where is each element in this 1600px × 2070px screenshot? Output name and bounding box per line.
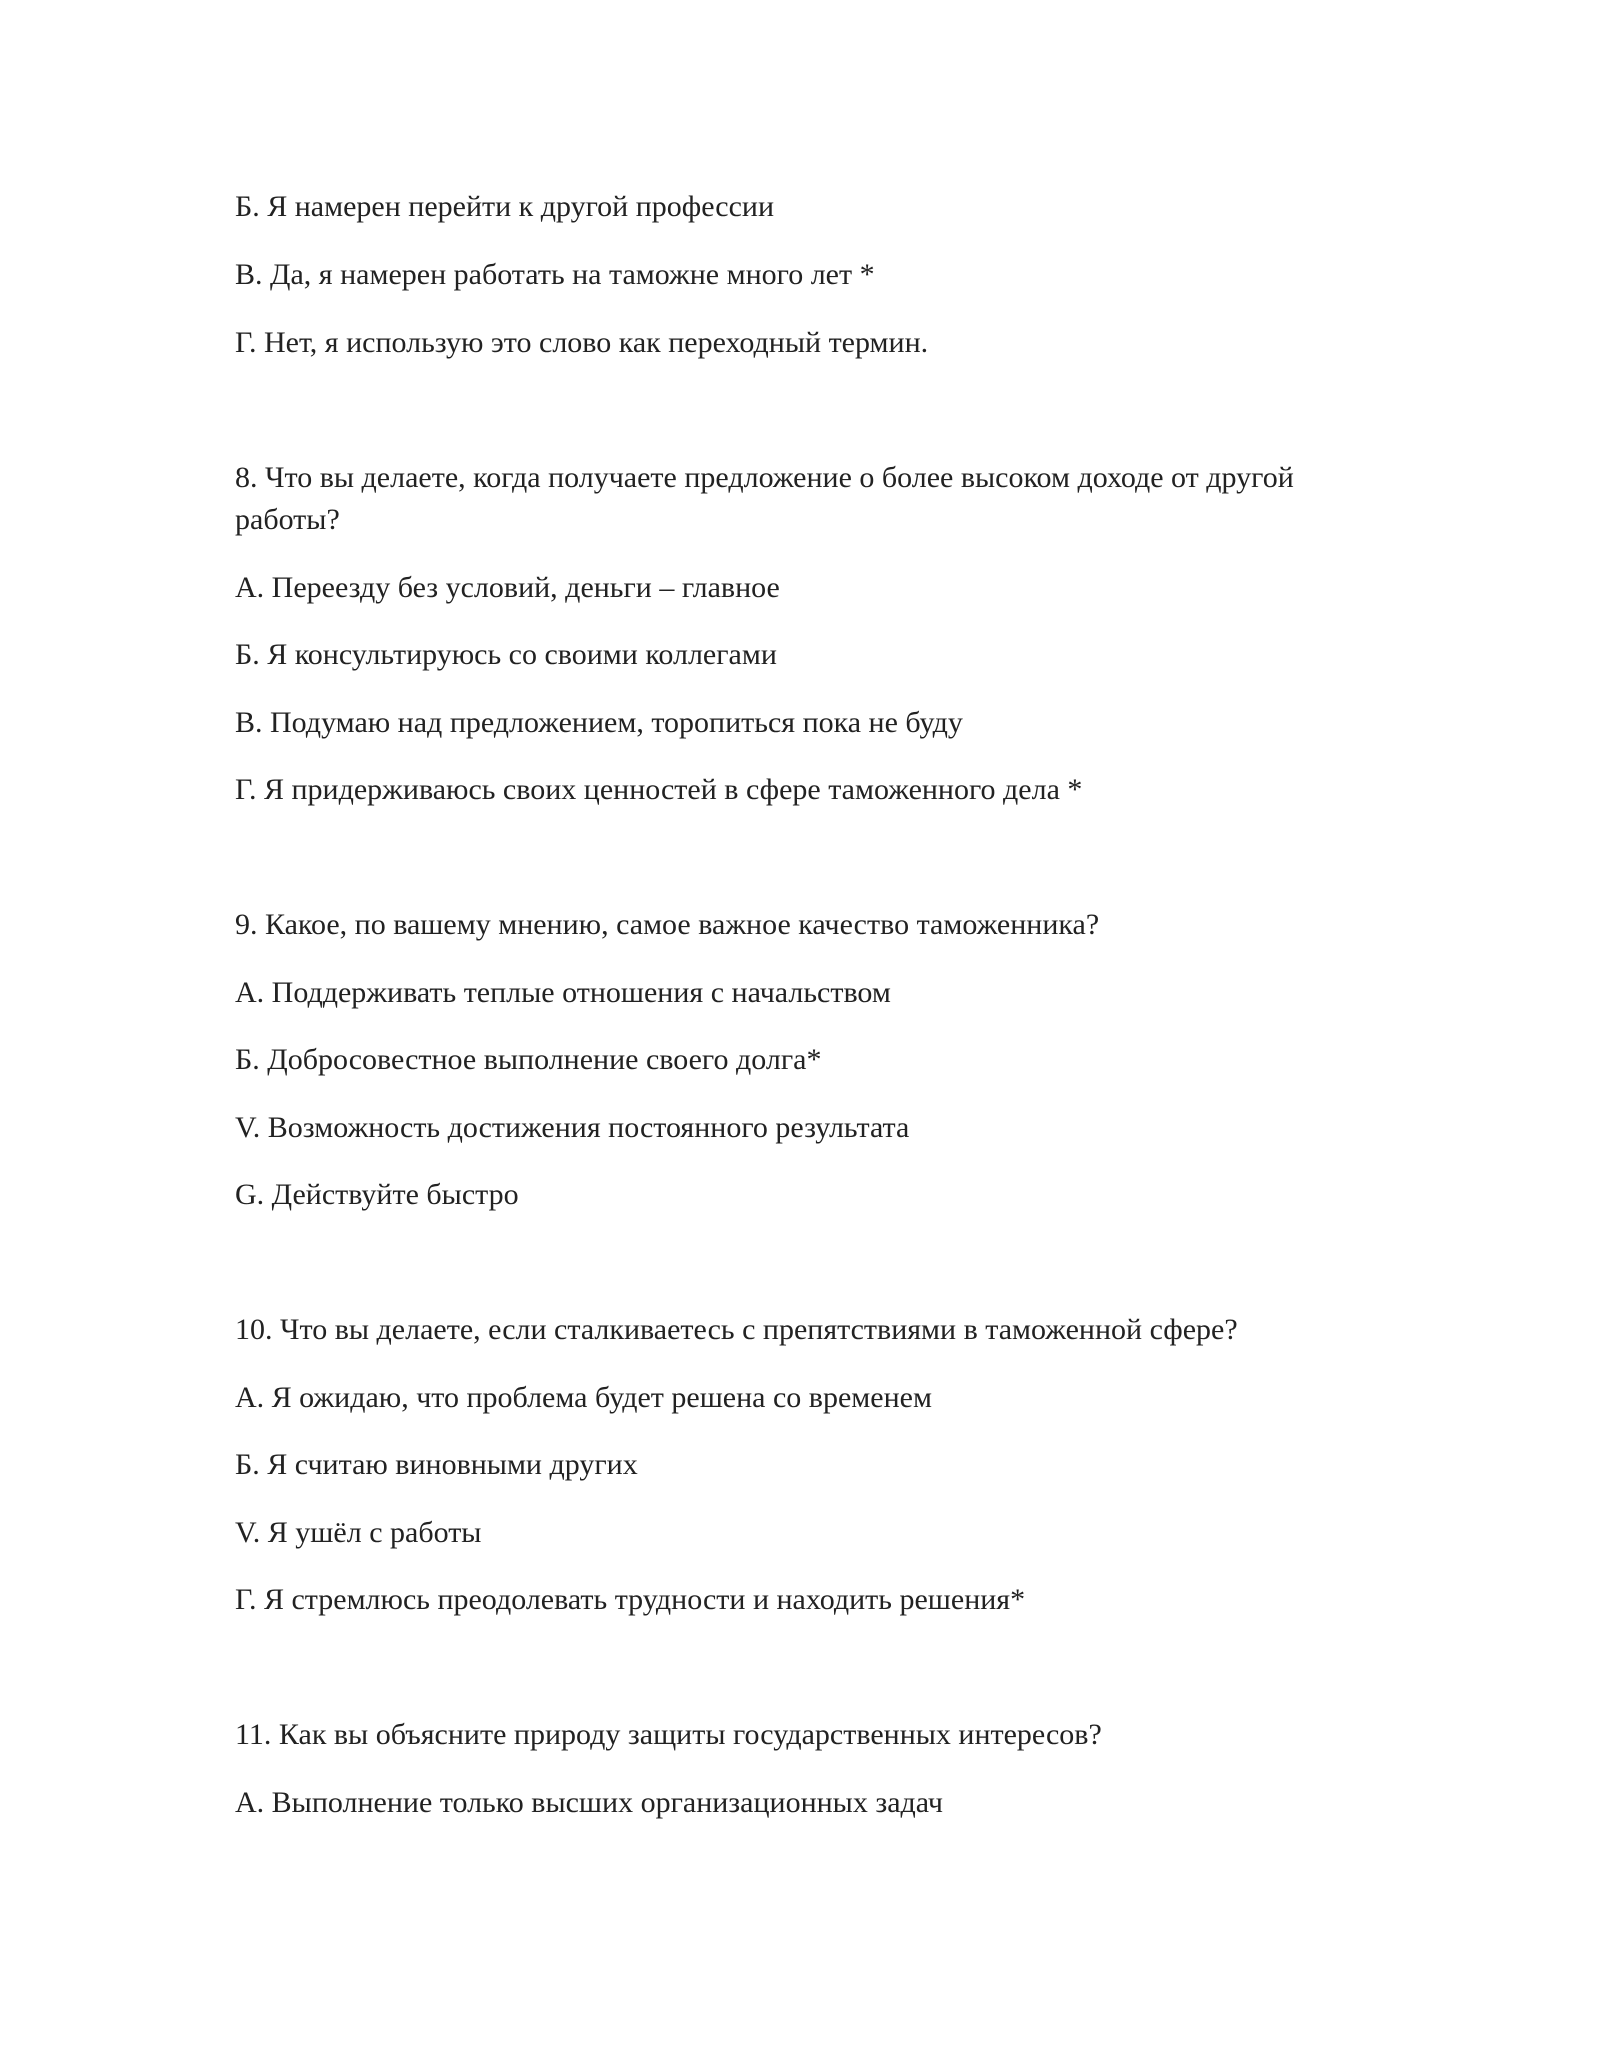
answer-g-q8: Г. Я придерживаюсь своих ценностей в сфере таможенного дела * — [235, 773, 1083, 806]
answer-v-q8: В. Подумаю над предложением, торопиться пока не буду — [235, 706, 963, 739]
question-9: 9. Какое, по вашему мнению, самое важное качество таможенника? — [235, 908, 1100, 941]
answer-a-q10: А. Я ожидаю, что проблема будет решена со временем — [235, 1381, 932, 1414]
answer-g-q7: Г. Нет, я использую это слово как переходный термин. — [235, 326, 929, 359]
question-11: 11. Как вы объясните природу защиты государственных интересов? — [235, 1718, 1102, 1751]
answer-b-q9: Б. Добросовестное выполнение своего долга* — [235, 1043, 822, 1076]
answer-g-q10: Г. Я стремлюсь преодолевать трудности и находить решения* — [235, 1583, 1026, 1616]
question-8-line-1: 8. Что вы делаете, когда получаете предложение о более высоком доходе от другой — [235, 461, 1294, 494]
answer-v-q9: V. Возможность достижения постоянного результата — [235, 1111, 910, 1144]
answer-b-q8: Б. Я консультируюсь со своими коллегами — [235, 638, 777, 671]
answer-v-q7: В. Да, я намерен работать на таможне много лет * — [235, 258, 875, 291]
answer-a-q11: А. Выполнение только высших организационных задач — [235, 1786, 943, 1819]
question-8-line-2: работы? — [235, 503, 340, 536]
answer-g-q9: G. Действуйте быстро — [235, 1178, 519, 1211]
answer-b-q7: Б. Я намерен перейти к другой профессии — [235, 190, 775, 223]
answer-b-q10: Б. Я считаю виновными других — [235, 1448, 638, 1481]
answer-v-q10: V. Я ушёл с работы — [235, 1516, 482, 1549]
answer-a-q8: А. Переезду без условий, деньги – главное — [235, 571, 780, 604]
answer-a-q9: А. Поддерживать теплые отношения с начальством — [235, 976, 891, 1009]
question-10: 10. Что вы делаете, если сталкиваетесь с препятствиями в таможенной сфере? — [235, 1313, 1238, 1346]
